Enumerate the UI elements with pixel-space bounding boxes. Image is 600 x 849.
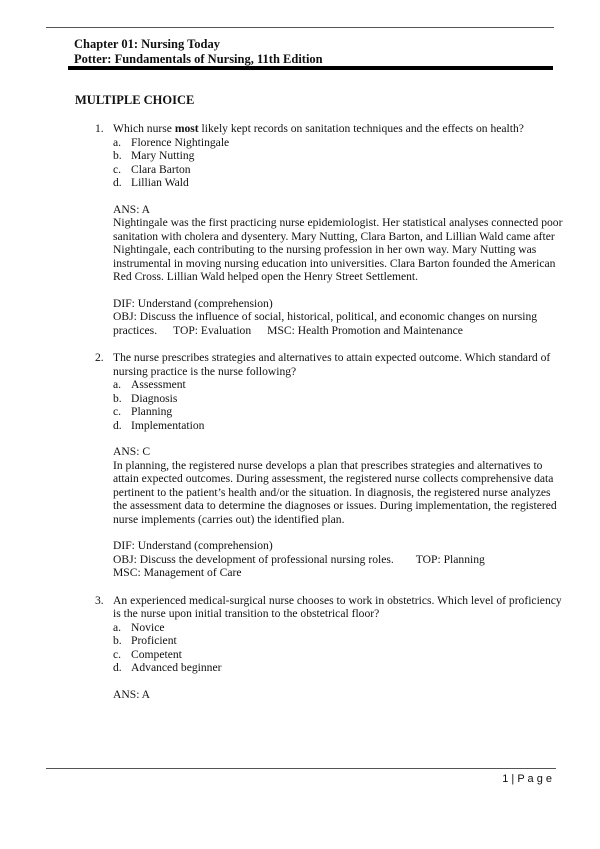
topic: TOP: Evaluation: [173, 323, 252, 337]
option-a: a. Novice: [113, 620, 165, 634]
answer: ANS: A: [113, 687, 151, 701]
option-d: d. Advanced beginner: [113, 661, 222, 674]
question-number: 1.: [95, 122, 104, 135]
question-stem: The nurse prescribes strategies and alternatives to attain expected outcome. Which standard of nursing practice is the nurse following?: [113, 351, 551, 378]
option-d: d. Implementation: [113, 418, 205, 432]
question-meta: [95, 539, 565, 580]
question-3: [95, 594, 565, 675]
rationale: In planning, the registered nurse develops a plan that prescribes strategies and alternatives to attain expected outcomes. During assessment, the registered nurse collects comprehensive data pertinent to the patient’s health and/or the situation. In diagnosis, the registered nurse analyzes the assessment data to determine the diagnoses or issues. During implementation, the registered nurse implements (carries out) the identified plan.: [113, 458, 557, 526]
option-d: d. Lillian Wald: [113, 176, 189, 189]
option-c: c. Clara Barton: [113, 162, 191, 176]
option-c: c. Planning: [113, 405, 173, 418]
question-number: 3.: [95, 593, 104, 607]
option-list: [113, 378, 565, 432]
book-title: Potter: Fundamentals of Nursing, 11th Edition: [74, 52, 323, 66]
answer: ANS: A: [113, 202, 151, 216]
emphasis-word: most: [174, 122, 199, 135]
question-stem: Which nurse most likely kept records on sanitation techniques and the effects on health?: [113, 122, 524, 135]
question-2: [95, 351, 565, 432]
difficulty: DIF: Understand (comprehension): [113, 539, 273, 552]
objective-row: [113, 310, 565, 337]
msc: MSC: Management of Care: [113, 566, 242, 579]
option-b: b. Diagnosis: [113, 391, 178, 405]
difficulty: DIF: Understand (comprehension): [113, 296, 273, 310]
header-thick-rule: [68, 66, 553, 70]
answer: ANS: C: [113, 445, 151, 458]
question-list: [95, 122, 565, 701]
rationale: Nightingale was the first practicing nurse epidemiologist. Her statistical analyses connected poor sanitation with cholera and dysentery. Mary Nutting, Clara Barton, and Lillian Wald came after Nightingale, each contributing to the nursing profession in her own way. Mary Nutting was instrumental in moving nursing education into universities. Clara Barton founded the American Red Cross. Lillian Wald helped open the Henry Street Settlement.: [113, 216, 563, 283]
question-number: 2.: [95, 351, 104, 364]
question-1: [95, 122, 565, 190]
option-b: b. Proficient: [113, 634, 177, 647]
question-stem: An experienced medical-surgical nurse chooses to work in obstetrics. Which level of proficiency is the nurse upon initial transition to the obstetrical floor?: [113, 593, 562, 620]
topic: TOP: Planning: [415, 552, 485, 566]
option-b: b. Mary Nutting: [113, 149, 195, 162]
objective: OBJ: Discuss the influence of social, historical, political, and economic changes on nursing practices.: [113, 310, 538, 337]
msc: MSC: Health Promotion and Maintenance: [267, 323, 463, 337]
objective: OBJ: Discuss the development of professional nursing roles.: [113, 552, 394, 566]
footer-rule: [46, 768, 556, 769]
section-title: MULTIPLE CHOICE: [75, 93, 195, 107]
chapter-title: Chapter 01: Nursing Today: [74, 37, 220, 51]
page-number: 1 | P a g e: [502, 773, 552, 785]
option-list: [113, 136, 565, 190]
option-a: a. Florence Nightingale: [113, 135, 230, 149]
question-meta: [95, 297, 565, 338]
option-list: [113, 621, 565, 675]
objective-row: [113, 553, 565, 567]
option-a: a. Assessment: [113, 378, 186, 391]
option-c: c. Competent: [113, 647, 182, 661]
header-rule: [46, 27, 554, 28]
